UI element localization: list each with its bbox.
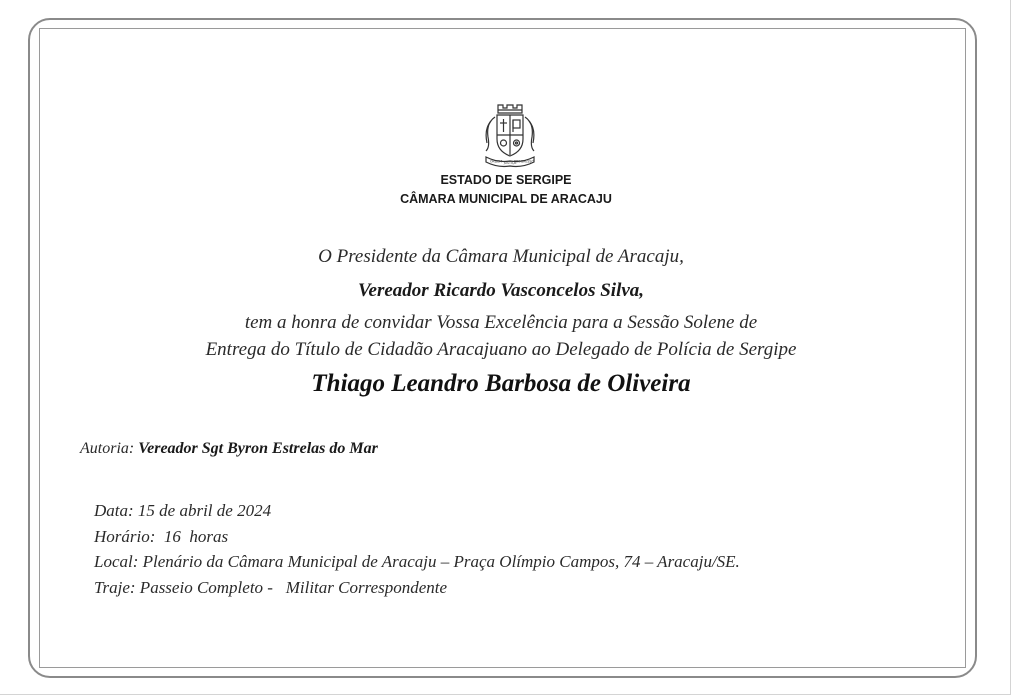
event-time: Horário: 16 horas [94, 526, 229, 546]
event-details [94, 498, 740, 600]
president-name: Vereador Ricardo Vasconcelos Silva, [357, 280, 645, 301]
invitation-line-honor: tem a honra de convidar Vossa Excelência para a Sessão Solene de [244, 312, 758, 333]
chamber-heading: CÂMARA MUNICIPAL DE ARACAJU [400, 192, 612, 206]
invitation-line-president-title: O Presidente da Câmara Municipal de Aracaju, [318, 246, 684, 267]
state-heading: ESTADO DE SERGIPE [440, 173, 572, 187]
motto-word-2: JUSTIÇA [503, 161, 517, 165]
honoree-name: Thiago Leandro Barbosa de Oliveira [311, 370, 691, 397]
event-place: Local: Plenário da Câmara Municipal de Aracaju – Praça Olímpio Campos, 74 – Aracaju/SE. [94, 552, 740, 571]
authorship [80, 440, 378, 458]
event-attire: Traje: Passeio Completo - Militar Correspondente [94, 577, 448, 597]
authorship-label: Autoria: [80, 440, 135, 457]
invitation-line-ceremony: Entrega do Título de Cidadão Aracajuano ao Delegado de Polícia de Sergipe [205, 339, 797, 360]
authorship-name: Vereador Sgt Byron Estrelas do Mar [138, 440, 378, 457]
event-date: Data: 15 de abril de 2024 [94, 501, 272, 520]
motto-word-3: PROGRESSO [514, 159, 534, 164]
coat-of-arms-icon [474, 99, 546, 171]
motto-word-1: ORDEM [490, 159, 502, 164]
